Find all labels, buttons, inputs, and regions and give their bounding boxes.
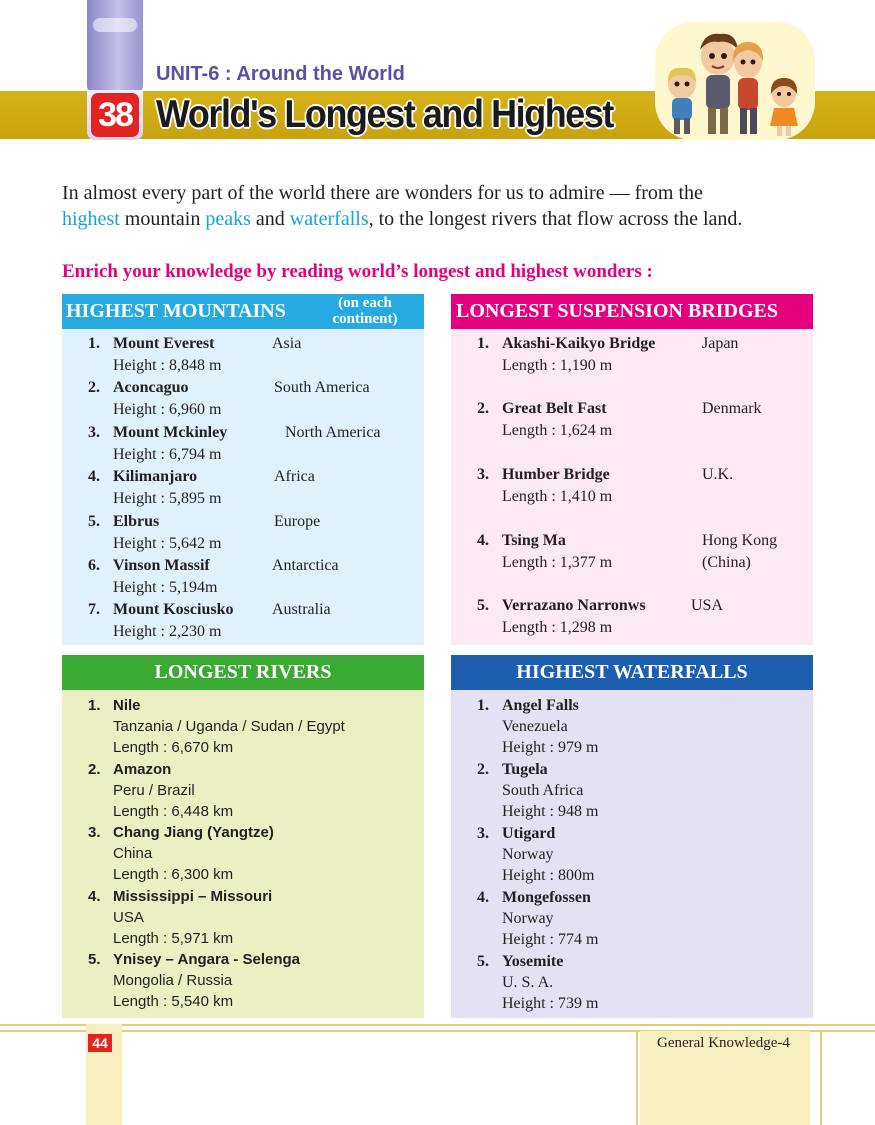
- item-name: Kilimanjaro: [113, 468, 198, 485]
- item-name: Aconcaguo: [113, 379, 189, 396]
- item-name: Nile: [113, 697, 141, 714]
- keyword-waterfalls: waterfalls: [289, 208, 369, 230]
- item-detail: Height : 5,194m: [113, 579, 218, 596]
- suspension-bridges-title: LONGEST SUSPENSION BRIDGES: [456, 300, 778, 322]
- item-name: Utigard: [502, 825, 556, 842]
- item-name: Humber Bridge: [502, 466, 610, 483]
- highest-mountains-list: [62, 329, 424, 645]
- item-name: Amazon: [113, 761, 172, 778]
- intro-text: In almost every part of the world there are wonders for us to admire — from the: [62, 182, 703, 204]
- item-detail: Height : 6,794 m: [113, 446, 222, 463]
- item-number: 1.: [477, 697, 489, 714]
- item-number: 2.: [88, 761, 101, 778]
- lesson-number-badge: [87, 90, 143, 140]
- item-name: Elbrus: [113, 513, 160, 530]
- item-number: 5.: [477, 953, 489, 970]
- item-name: Chang Jiang (Yangtze): [113, 824, 274, 841]
- item-place: Venezuela: [502, 718, 568, 735]
- footer-divider: [636, 1031, 638, 1125]
- header-tab: [87, 0, 143, 92]
- item-place: South Africa: [502, 782, 584, 799]
- item-place: Africa: [274, 468, 315, 485]
- item-number: 3.: [88, 424, 100, 441]
- family-illustration: [660, 28, 810, 140]
- highest-mountains-header: [62, 294, 424, 329]
- item-detail: Height : 5,895 m: [113, 490, 222, 507]
- item-place: Norway: [502, 846, 554, 863]
- intro-text: and: [250, 208, 290, 230]
- item-detail: Height : 739 m: [502, 995, 599, 1012]
- item-detail: Height : 5,642 m: [113, 535, 222, 552]
- item-place: Japan: [702, 335, 739, 352]
- item-place: Australia: [272, 601, 331, 618]
- book-name: General Knowledge-4: [657, 1035, 790, 1051]
- item-detail: Length : 1,410 m: [502, 488, 613, 505]
- intro-paragraph: [62, 180, 822, 232]
- highest-waterfalls-list: [451, 690, 813, 1018]
- lesson-number: 38: [91, 93, 139, 137]
- item-name: Tsing Ma: [502, 532, 566, 549]
- item-detail: Length : 1,377 m: [502, 554, 613, 571]
- item-place: U. S. A.: [502, 974, 554, 991]
- item-detail: Length : 6,448 km: [113, 803, 234, 820]
- item-number: 1.: [477, 335, 489, 352]
- item-number: 1.: [88, 335, 100, 352]
- item-place: Tanzania / Uganda / Sudan / Egypt: [113, 718, 345, 735]
- item-place: Peru / Brazil: [113, 782, 195, 799]
- longest-rivers-title: LONGEST RIVERS: [154, 661, 332, 683]
- enrich-heading: Enrich your knowledge by reading world’s longest and highest wonders :: [62, 261, 653, 282]
- keyword-highest: highest: [62, 208, 120, 230]
- item-place: U.K.: [702, 466, 734, 483]
- longest-rivers-list: [62, 690, 424, 1018]
- item-place: Hong Kong: [702, 532, 778, 549]
- item-number: 3.: [477, 466, 489, 483]
- item-name: Angel Falls: [502, 697, 579, 714]
- item-place: Asia: [272, 335, 302, 352]
- intro-text: mountain: [119, 208, 206, 230]
- item-detail: Height : 774 m: [502, 931, 599, 948]
- item-name: Mount Mckinley: [113, 424, 228, 441]
- longest-rivers-box: [62, 655, 424, 1018]
- item-name: Mississippi – Missouri: [113, 888, 273, 905]
- item-place: Denmark: [702, 400, 762, 417]
- item-detail: Height : 8,848 m: [113, 357, 222, 374]
- highest-mountains-box: [62, 294, 424, 645]
- suspension-bridges-header: [451, 294, 813, 329]
- item-number: 4.: [477, 532, 489, 549]
- item-place: USA: [113, 909, 144, 926]
- footer-rule: [0, 1024, 875, 1026]
- item-number: 3.: [477, 825, 489, 842]
- item-name: Yosemite: [502, 953, 564, 970]
- item-place: Antarctica: [272, 557, 339, 574]
- item-name: Tugela: [502, 761, 548, 778]
- mountains-note: (on each continent): [332, 295, 398, 327]
- item-detail: Length : 1,298 m: [502, 619, 613, 636]
- highest-waterfalls-title: HIGHEST WATERFALLS: [516, 661, 748, 683]
- item-number: 2.: [477, 761, 489, 778]
- item-place-note: (China): [702, 554, 751, 571]
- item-number: 7.: [88, 601, 100, 618]
- highest-mountains-title: HIGHEST MOUNTAINS: [66, 300, 286, 322]
- suspension-bridges-list: [451, 329, 813, 645]
- item-name: Vinson Massif: [113, 557, 210, 574]
- item-place: Norway: [502, 910, 554, 927]
- item-place: South America: [274, 379, 370, 396]
- item-name: Mount Everest: [113, 335, 215, 352]
- item-name: Verrazano Narronws: [502, 597, 646, 614]
- suspension-bridges-box: [451, 294, 813, 645]
- highest-waterfalls-header: [451, 655, 813, 690]
- item-number: 1.: [88, 697, 101, 714]
- item-number: 3.: [88, 824, 101, 841]
- highest-waterfalls-box: [451, 655, 813, 1018]
- item-number: 4.: [88, 888, 101, 905]
- item-detail: Length : 1,624 m: [502, 422, 613, 439]
- item-number: 5.: [88, 513, 100, 530]
- item-name: Mount Kosciusko: [113, 601, 234, 618]
- unit-title: UNIT-6 : Around the World: [156, 63, 405, 85]
- item-place: Europe: [274, 513, 321, 530]
- item-number: 4.: [477, 889, 489, 906]
- item-number: 6.: [88, 557, 100, 574]
- item-detail: Length : 5,540 km: [113, 993, 234, 1010]
- item-name: Mongefossen: [502, 889, 591, 906]
- item-number: 5.: [88, 951, 101, 968]
- item-detail: Height : 948 m: [502, 803, 599, 820]
- item-place: Mongolia / Russia: [113, 972, 233, 989]
- item-name: Ynisey – Angara - Selenga: [113, 951, 301, 968]
- item-detail: Height : 979 m: [502, 739, 599, 756]
- item-number: 5.: [477, 597, 489, 614]
- item-place: China: [113, 845, 153, 862]
- item-detail: Length : 6,300 km: [113, 866, 234, 883]
- item-detail: Length : 5,971 km: [113, 930, 234, 947]
- item-detail: Length : 1,190 m: [502, 357, 613, 374]
- page-number: 44: [88, 1034, 112, 1052]
- longest-rivers-header: [62, 655, 424, 690]
- item-place: USA: [691, 597, 724, 614]
- keyword-peaks: peaks: [205, 208, 251, 230]
- item-name: Akashi-Kaikyo Bridge: [502, 335, 656, 352]
- item-name: Great Belt Fast: [502, 400, 607, 417]
- item-detail: Height : 800m: [502, 867, 595, 884]
- intro-text: , to the longest rivers that flow across the land.: [368, 208, 743, 230]
- item-detail: Length : 6,670 km: [113, 739, 234, 756]
- page-title: World's Longest and Highest: [156, 93, 614, 136]
- item-place: North America: [285, 424, 381, 441]
- footer-divider: [820, 1031, 822, 1125]
- item-number: 2.: [477, 400, 489, 417]
- item-detail: Height : 2,230 m: [113, 623, 222, 640]
- item-detail: Height : 6,960 m: [113, 401, 222, 418]
- item-number: 2.: [88, 379, 100, 396]
- item-number: 4.: [88, 468, 100, 485]
